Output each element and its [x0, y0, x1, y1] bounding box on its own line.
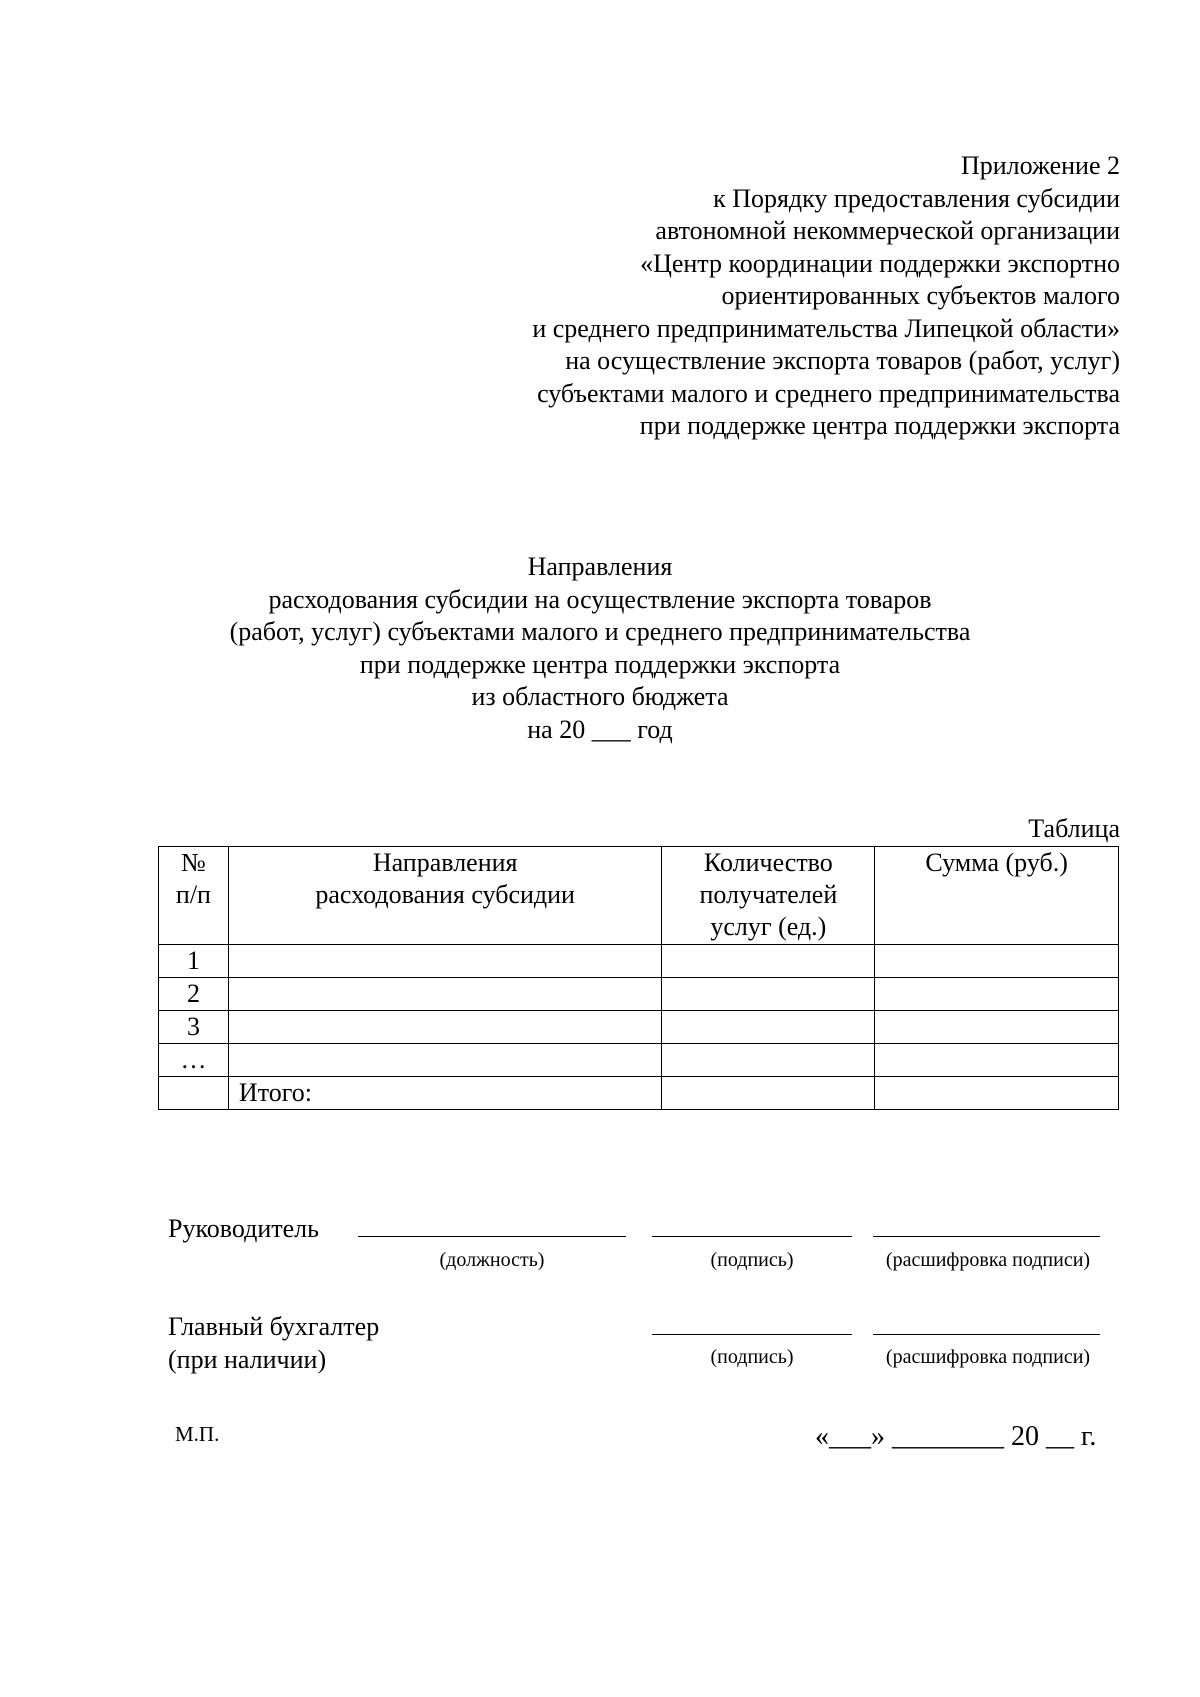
row-sum-cell[interactable] — [875, 1044, 1119, 1077]
table-row — [159, 978, 1119, 1011]
title-line: Направления — [527, 552, 673, 581]
annex-line: «Центр координации поддержки экспортно — [640, 248, 1120, 278]
row-direction-cell[interactable] — [228, 1044, 662, 1077]
annex-line: Приложение 2 — [960, 151, 1120, 180]
decode-hint: (расшифровка подписи) — [885, 1249, 1091, 1271]
table-header-row — [159, 847, 1119, 945]
title-line: из областного бюджета — [471, 682, 729, 711]
annex-line: при поддержке центра поддержки экспорта — [639, 411, 1120, 440]
total-number-cell — [159, 1077, 229, 1110]
table-row — [159, 945, 1119, 978]
row-sum-cell[interactable] — [875, 978, 1119, 1011]
signature-hint: (подпись) — [710, 1346, 794, 1368]
accountant-label: Главный бухгалтер — [168, 1312, 380, 1341]
head-position-line[interactable] — [358, 1236, 626, 1237]
header-count: Количество получателей услуг (ед.) — [662, 847, 875, 945]
annex-line: на осуществление экспорта товаров (работ, услуг) — [565, 346, 1120, 375]
table-caption: Таблица — [1028, 814, 1120, 843]
table-total-row — [159, 1077, 1119, 1110]
accountant-label-note: (при наличии) — [168, 1345, 327, 1374]
header-number: № п/п — [159, 847, 229, 945]
row-number: 2 — [159, 978, 229, 1011]
row-direction-cell[interactable] — [228, 1011, 662, 1044]
row-number: 3 — [159, 1011, 229, 1044]
annex-line: субъектами малого и среднего предпринимательства — [537, 378, 1120, 408]
total-sum-cell[interactable] — [875, 1077, 1119, 1110]
title-line: расходования субсидии на осуществление экспорта товаров — [268, 584, 932, 614]
accountant-decode-line[interactable] — [873, 1334, 1100, 1335]
position-hint: (должность) — [439, 1249, 545, 1271]
row-count-cell[interactable] — [662, 945, 875, 978]
title-line: (работ, услуг) субъектами малого и среднего предпринимательства — [229, 617, 971, 646]
total-count-cell[interactable] — [662, 1077, 875, 1110]
row-sum-cell[interactable] — [875, 945, 1119, 978]
signature-hint: (подпись) — [710, 1249, 794, 1271]
total-label: Итого: — [228, 1077, 662, 1110]
head-signature-line[interactable] — [652, 1236, 852, 1237]
row-count-cell[interactable] — [662, 1044, 875, 1077]
annex-line: и среднего предпринимательства Липецкой области» — [532, 313, 1120, 343]
expense-table — [158, 846, 1119, 1110]
annex-line: ориентированных субъектов малого — [721, 281, 1120, 310]
row-direction-cell[interactable] — [228, 945, 662, 978]
annex-header — [420, 150, 1120, 443]
row-count-cell[interactable] — [662, 1011, 875, 1044]
row-sum-cell[interactable] — [875, 1011, 1119, 1044]
header-direction: Направления расходования субсидии — [228, 847, 662, 945]
table-row — [159, 1011, 1119, 1044]
decode-hint: (расшифровка подписи) — [885, 1346, 1091, 1368]
table-row — [159, 1044, 1119, 1077]
head-decode-line[interactable] — [873, 1236, 1100, 1237]
row-number: 1 — [159, 945, 229, 978]
date-line[interactable]: «___» ________ 20 __ г. — [815, 1421, 1097, 1452]
head-label: Руководитель — [168, 1214, 319, 1243]
accountant-signature-line[interactable] — [652, 1334, 852, 1335]
row-direction-cell[interactable] — [228, 978, 662, 1011]
stamp-place: М.П. — [175, 1422, 220, 1446]
row-count-cell[interactable] — [662, 978, 875, 1011]
document-title — [160, 551, 1040, 746]
header-sum: Сумма (руб.) — [875, 847, 1119, 945]
annex-line: к Порядку предоставления субсидии — [713, 183, 1120, 213]
annex-line: автономной некоммерческой организации — [655, 216, 1120, 245]
row-number: … — [159, 1044, 229, 1077]
title-line: при поддержке центра поддержки экспорта — [359, 649, 841, 679]
title-line: на 20 ___ год — [527, 714, 673, 744]
